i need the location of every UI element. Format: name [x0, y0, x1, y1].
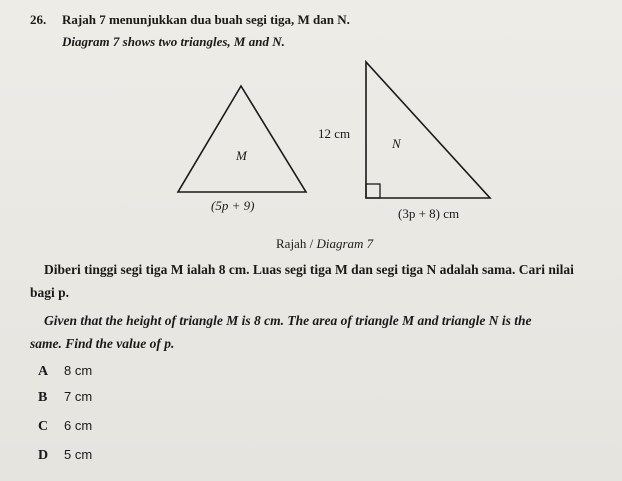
- option-value: 7 cm: [64, 389, 93, 404]
- option-letter: B: [38, 390, 48, 405]
- option-b[interactable]: [38, 389, 92, 406]
- option-d[interactable]: [38, 447, 92, 464]
- option-value: 8 cm: [64, 363, 93, 378]
- triangle-m-base-label: (5p + 9): [211, 198, 255, 213]
- option-letter: C: [38, 419, 49, 434]
- body-malay-line-1: Diberi tinggi segi tiga M ialah 8 cm. Luas segi tiga M dan segi tiga N adalah sama. Cari nilai: [44, 262, 574, 277]
- triangle-m-name: M: [236, 148, 247, 163]
- body-english-line-1: Given that the height of triangle M is 8 cm. The area of triangle M and triangle N is the: [44, 313, 532, 328]
- option-letter: A: [38, 364, 49, 379]
- question-stem-malay: Rajah 7 menunjukkan dua buah segi tiga, M dan N.: [62, 12, 350, 27]
- option-a[interactable]: [38, 363, 92, 380]
- body-english-line-2: same. Find the value of p.: [30, 336, 175, 351]
- triangle-m: [178, 86, 306, 192]
- option-value: 5 cm: [64, 447, 93, 462]
- diagram-caption: [276, 236, 373, 252]
- right-angle-marker: [366, 184, 380, 198]
- triangle-n-height-label: 12 cm: [318, 126, 351, 141]
- option-c[interactable]: [38, 418, 92, 435]
- body-malay-line-2: bagi p.: [30, 285, 70, 300]
- option-value: 6 cm: [64, 418, 93, 433]
- caption-malay: Rajah /: [276, 236, 317, 251]
- triangle-n: [366, 62, 490, 198]
- triangle-n-base-label: (3p + 8) cm: [398, 206, 460, 221]
- option-letter: D: [38, 448, 49, 463]
- question-number: 26.: [30, 12, 47, 27]
- triangle-n-name: N: [392, 136, 401, 151]
- caption-english: Diagram 7: [316, 236, 374, 251]
- question-stem-english: Diagram 7 shows two triangles, M and N.: [62, 34, 285, 49]
